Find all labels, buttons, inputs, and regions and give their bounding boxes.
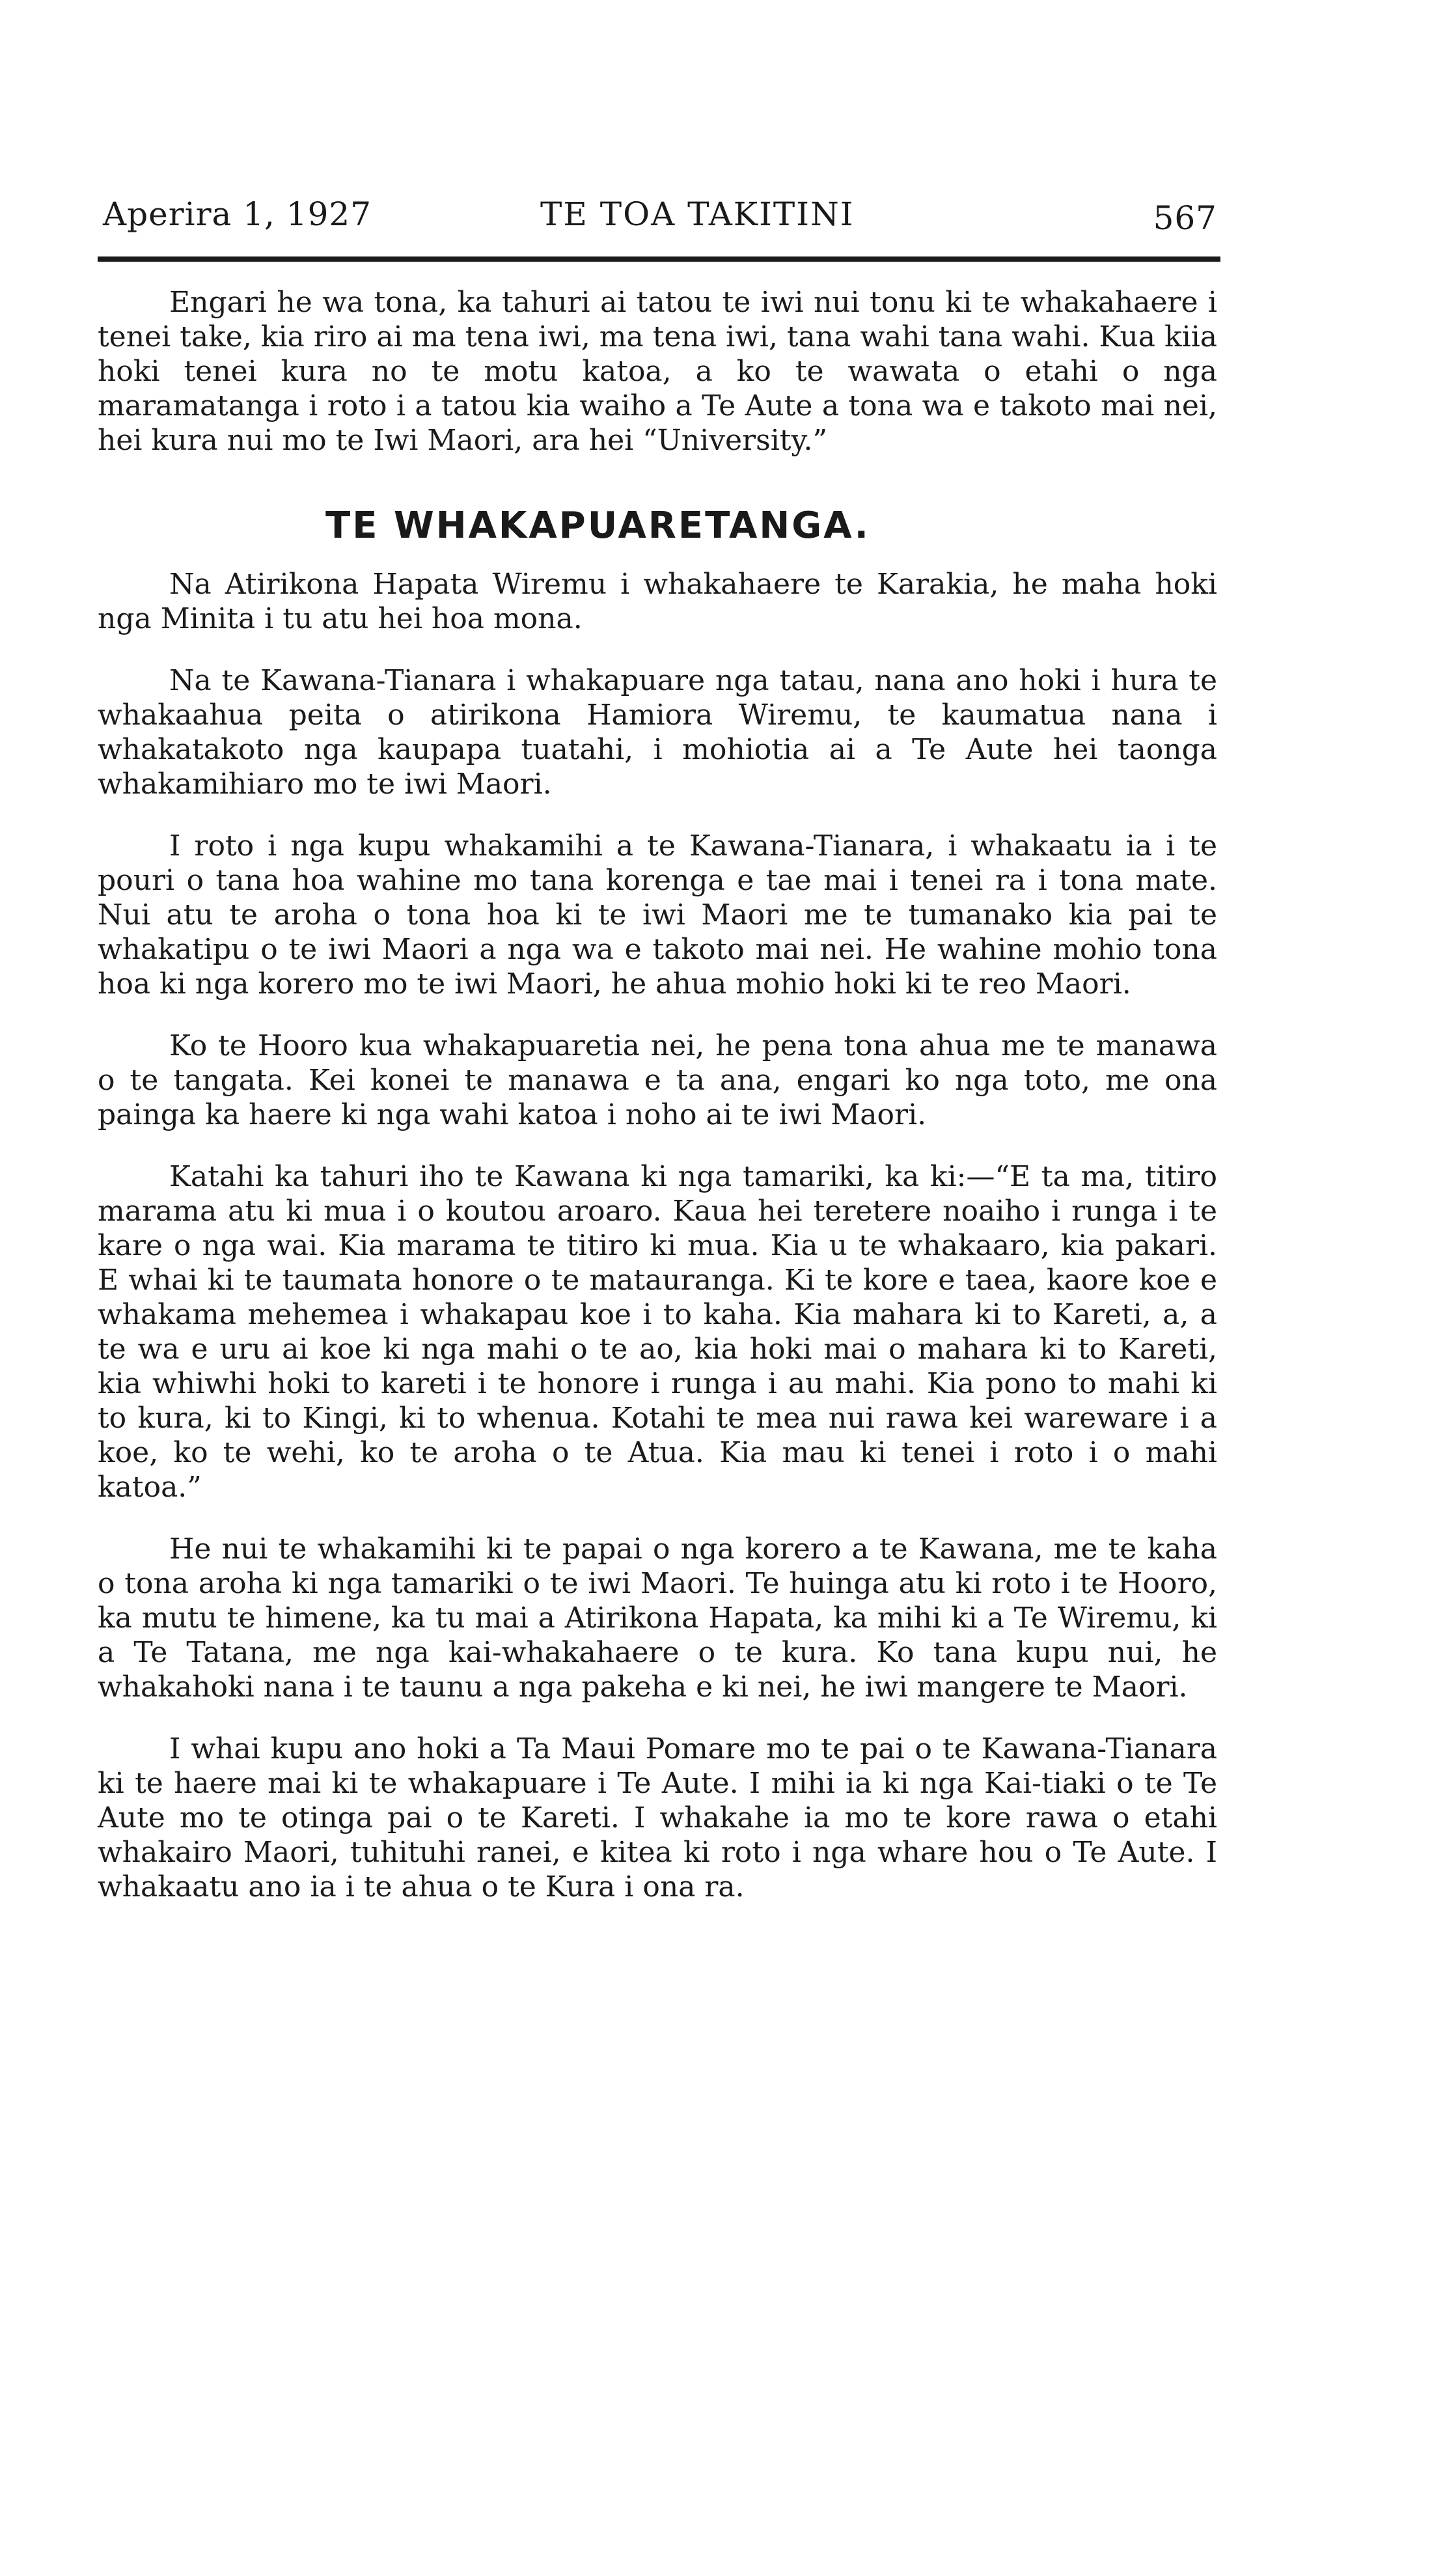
header-rule — [98, 256, 1220, 262]
body-paragraph: Na te Kawana-Tianara i whakapuare nga tatau, nana ano hoki i hura te whakaahua peita o atirikona Hamiora Wiremu, te kaumatua nana i whakatakoto nga kaupapa tuatahi, i mohiotia ai a Te Aute hei taonga whakamihiaro mo te iwi Maori. — [98, 664, 1217, 801]
body-paragraph: Katahi ka tahuri iho te Kawana ki nga tamariki, ka ki:—“E ta ma, titiro marama atu ki mua i o koutou aroaro. Kaua hei teretere noaiho i runga i te kare o nga wai. Kia marama te titiro ki mua. Kia u te whakaaro, kia pakari. E whai ki te taumata honore o te matauranga. Ki te kore e taea, kaore koe e whakama mehemea i whakapau koe i to kaha. Kia mahara ki to Kareti, a, a te wa e uru ai koe ki nga mahi o te ao, kia hoki mai o mahara ki to Kareti, kia whiwhi hoki to kareti i te honore i runga i au mahi. Kia pono to mahi ki to kura, ki to Kingi, ki to whenua. Kotahi te mea nui rawa kei wareware i a koe, ko te wehi, ko te aroha o te Atua. Kia mau ki tenei i roto i o mahi katoa.” — [98, 1160, 1217, 1504]
body-paragraph: He nui te whakamihi ki te papai o nga korero a te Kawana, me te kaha o tona aroha ki nga tamariki o te iwi Maori. Te huinga atu ki roto i te Hooro, ka mutu te himene, ka tu mai a Atirikona Hapata, ka mihi ki a Te Wiremu, ki a Te Tatana, me nga kai-whakahaere o te kura. Ko tana kupu nui, he whakahoki nana i te taunu a nga pakeha e ki nei, he iwi mangere te Maori. — [98, 1532, 1217, 1704]
body-paragraph: Na Atirikona Hapata Wiremu i whakahaere te Karakia, he maha hoki nga Minita i tu atu hei hoa mona. — [98, 568, 1217, 635]
page-number: 567 — [1153, 199, 1217, 237]
body-paragraph: I roto i nga kupu whakamihi a te Kawana-Tianara, i whakaatu ia i te pouri o tana hoa wahine mo tana korenga e tae mai i tenei ra i tona mate. Nui atu te aroha o tona hoa ki te iwi Maori me te tumanako kia pai te whakatipu o te iwi Maori a nga wa e takoto mai nei. He wahine mohio tona hoa ki nga korero mo te iwi Maori, he ahua mohio hoki ki te reo Maori. — [98, 829, 1217, 1001]
journal-title: TE TOA TAKITINI — [540, 195, 855, 233]
issue-date: Aperira 1, 1927 — [103, 195, 372, 233]
lead-paragraph: Engari he wa tona, ka tahuri ai tatou te iwi nui tonu ki te whakahaere i tenei take, kia riro ai ma tena iwi, ma tena iwi, tana wahi tana wahi. Kua kiia hoki tenei kura no te motu katoa, a ko te wawata o etahi o nga maramatanga i roto i a tatou kia waiho a Te Aute a tona wa e takoto mai nei, hei kura nui mo te Iwi Maori, ara hei “University.” — [98, 286, 1217, 457]
running-header — [98, 195, 1217, 254]
body-paragraph: I whai kupu ano hoki a Ta Maui Pomare mo te pai o te Kawana-Tianara ki te haere mai ki te whakapuare i Te Aute. I mihi ia ki nga Kai-tiaki o te Te Aute mo te otinga pai o te Kareti. I whakahe ia mo te kore rawa o etahi whakairo Maori, tuhituhi ranei, e kitea ki roto i nga whare hou o Te Aute. I whakaatu ano ia i te ahua o te Kura i ona ra. — [98, 1732, 1217, 1904]
body-paragraph: Ko te Hooro kua whakapuaretia nei, he pena tona ahua me te manawa o te tangata. Kei konei te manawa e ta ana, engari ko nga toto, me ona painga ka haere ki nga wahi katoa i noho ai te iwi Maori. — [98, 1029, 1217, 1131]
document-page — [98, 195, 1217, 1932]
section-title: TE WHAKAPUARETANGA. — [325, 505, 870, 547]
